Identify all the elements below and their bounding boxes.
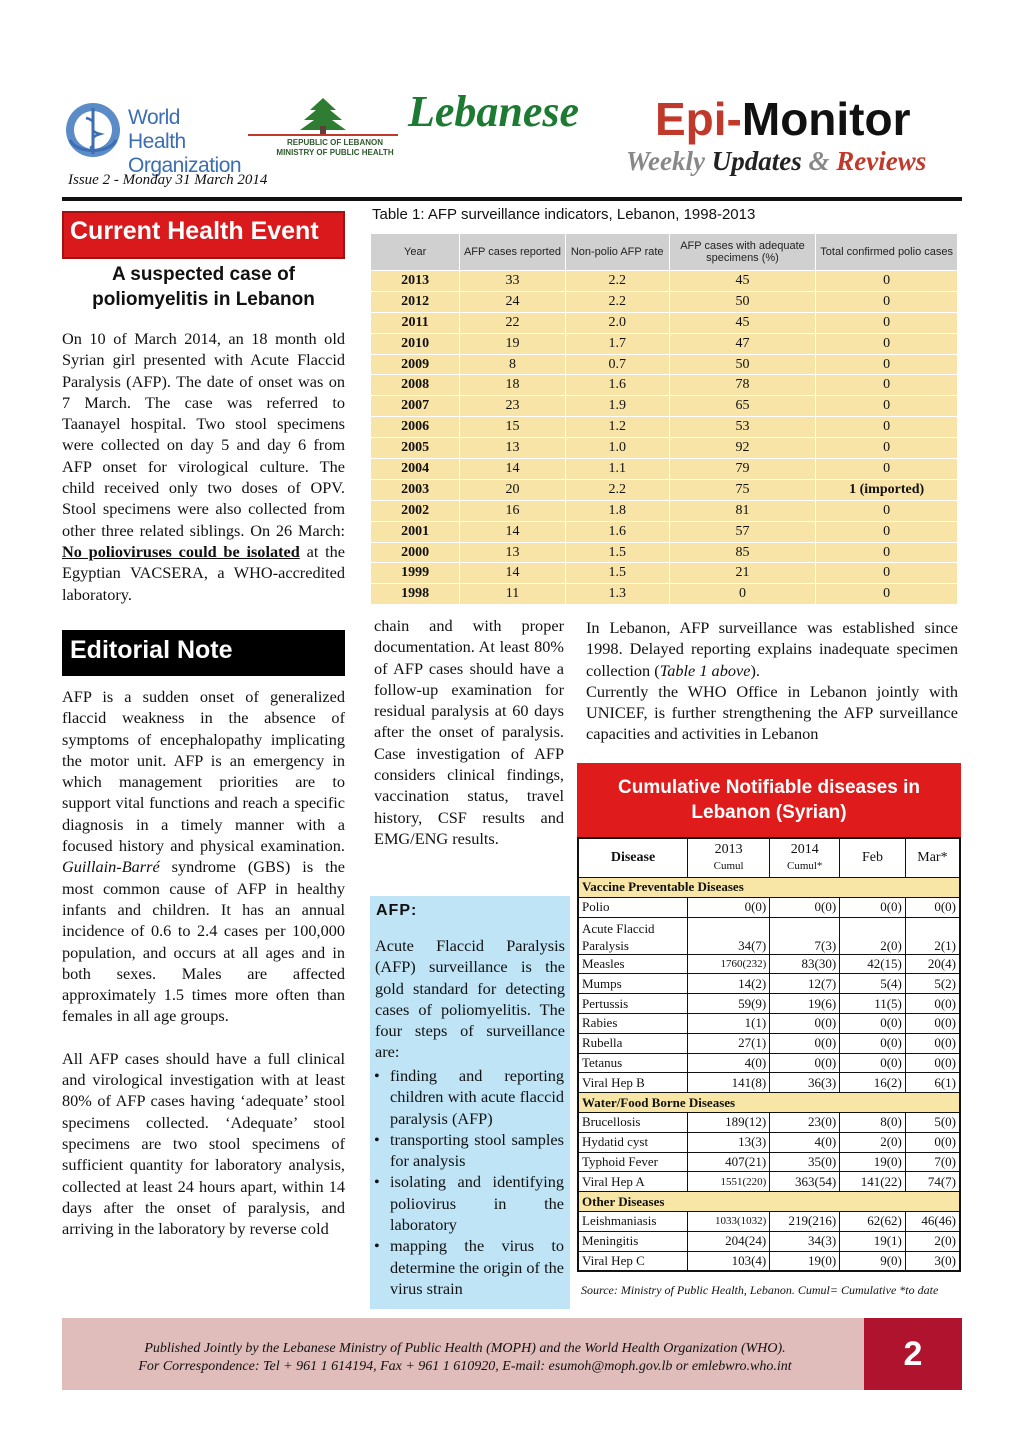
count-cell: 13(3) (688, 1132, 770, 1152)
year-cell: 2001 (371, 521, 460, 542)
count-cell: 19(1) (840, 1231, 906, 1251)
category-label: Other Diseases (578, 1192, 960, 1212)
count-cell: 0(0) (840, 1053, 906, 1073)
category-row (578, 878, 960, 898)
notifiable-diseases-title: Cumulative Notifiable diseases in Lebanon (Syrian) (577, 763, 961, 837)
table2-source: Source: Ministry of Public Health, Lebanon. Cumul= Cumulative *to date (581, 1283, 939, 1297)
count-cell: 2(0) (840, 1132, 906, 1152)
table-row (578, 1152, 960, 1172)
footer-line-1: Published Jointly by the Lebanese Ministry of Public Health (MOPH) and the World Health Organization (WHO). (144, 1341, 786, 1356)
table-row (578, 1033, 960, 1053)
subtitle-reviews: Reviews (836, 146, 927, 176)
who-logo (62, 96, 242, 177)
count-cell: 0(0) (905, 1132, 960, 1152)
count-cell: 5(0) (905, 1112, 960, 1132)
count-cell: 0(0) (840, 897, 906, 917)
value-cell: 0 (816, 375, 958, 396)
value-cell: 0 (816, 542, 958, 563)
count-cell: 5(4) (840, 974, 906, 994)
title-epi-monitor (655, 92, 911, 146)
footer-line-2: For Correspondence: Tel + 961 1 614194, Fax + 961 1 610920, E-mail: esumoh@moph.gov.lb or emlebwro.who.int (138, 1359, 792, 1374)
value-cell: 0 (816, 312, 958, 333)
headline-line-2: poliomyelitis in Lebanon (92, 289, 315, 310)
year-cell: 2000 (371, 542, 460, 563)
afp-steps-list (374, 1065, 564, 1299)
value-cell: 1.5 (565, 563, 669, 584)
count-cell: 0(0) (840, 1033, 906, 1053)
table-row (578, 994, 960, 1014)
table1-header-cell: Total confirmed polio cases (816, 234, 958, 271)
notifiable-diseases-table (577, 837, 961, 1272)
header-2014 (770, 838, 840, 878)
footer-text (70, 1340, 860, 1376)
subtitle-amp: & (808, 146, 830, 176)
year-cell: 2012 (371, 291, 460, 312)
value-cell: 8 (460, 354, 565, 375)
value-cell: 2.2 (565, 291, 669, 312)
count-cell: 62(62) (840, 1211, 906, 1231)
afp-step: • transporting stool samples for analysis (374, 1129, 564, 1172)
value-cell: 1.0 (565, 438, 669, 459)
ministry-logo-text: REPUBLIC OF LEBANON MINISTRY OF PUBLIC HEALTH (276, 138, 394, 157)
table-row (371, 479, 958, 500)
count-cell: 204(24) (688, 1231, 770, 1251)
year-cell: 1999 (371, 563, 460, 584)
value-cell: 0 (816, 291, 958, 312)
count-cell: 0(0) (770, 1013, 840, 1033)
count-cell: 0(0) (770, 1053, 840, 1073)
year-cell: 2003 (371, 479, 460, 500)
value-cell: 78 (669, 375, 816, 396)
afp-indicators-table (370, 233, 958, 605)
table1-header-cell: Non-polio AFP rate (565, 234, 669, 271)
value-cell: 14 (460, 459, 565, 480)
value-cell: 15 (460, 417, 565, 438)
value-cell: 21 (669, 563, 816, 584)
value-cell: 24 (460, 291, 565, 312)
afp-box-intro: Acute Flaccid Paralysis (AFP) surveillance is the gold standard for detecting cases of poliomyelitis. The four steps of surveillance are: (375, 936, 565, 1062)
year-cell: 2006 (371, 417, 460, 438)
value-cell: 14 (460, 563, 565, 584)
value-cell: 85 (669, 542, 816, 563)
count-cell: 1551(220) (688, 1172, 770, 1192)
right-paragraph-1 (586, 617, 958, 681)
title-lebanese: Lebanese (408, 87, 580, 136)
value-cell: 75 (669, 479, 816, 500)
value-cell: 0 (816, 396, 958, 417)
table1-header-cell: Year (371, 234, 460, 271)
table1-header-row (371, 234, 958, 271)
value-cell: 1.8 (565, 500, 669, 521)
case-text-after: at the Egyptian VACSERA, a WHO-accredited laboratory. (62, 541, 345, 604)
value-cell: 92 (669, 438, 816, 459)
value-cell: 13 (460, 542, 565, 563)
subtitle-weekly: Weekly (626, 146, 705, 176)
count-cell: 19(0) (770, 1251, 840, 1271)
editorial-note-title: Editorial Note (62, 630, 345, 676)
afp-step: • mapping the virus to determine the origin of the virus strain (374, 1235, 564, 1299)
value-cell: 0 (816, 438, 958, 459)
value-cell: 20 (460, 479, 565, 500)
current-event-title: Current Health Event (62, 211, 345, 259)
count-cell: 0(0) (905, 897, 960, 917)
editorial-paragraph-2: All AFP cases should have a full clinical and virological investigation with at least 80% of AFP cases having ‘adequate’ stool specimens collected. ‘Adequate’ stool specimens are two stool specimens of sufficient quantity for laboratory analysis, collected at least 24 hours apart, within 14 days after the onset of paralysis, and arriving in the laboratory by reverse cold (62, 1048, 345, 1239)
subtitle (626, 146, 926, 177)
count-cell: 34(7) (688, 917, 770, 954)
count-cell: 8(0) (840, 1112, 906, 1132)
value-cell: 45 (669, 271, 816, 292)
count-cell: 34(3) (770, 1231, 840, 1251)
value-cell: 65 (669, 396, 816, 417)
disease-name-cell: Rabies (578, 1013, 688, 1033)
table-row (371, 271, 958, 292)
value-cell: 19 (460, 333, 565, 354)
count-cell: 141(22) (840, 1172, 906, 1192)
count-cell: 189(12) (688, 1112, 770, 1132)
table-row (578, 974, 960, 994)
count-cell: 9(0) (840, 1251, 906, 1271)
value-cell: 0 (669, 584, 816, 605)
value-cell: 2.2 (565, 479, 669, 500)
value-cell: 1 (imported) (816, 479, 958, 500)
issue-line: Issue 2 - Monday 31 March 2014 (68, 172, 268, 188)
value-cell: 11 (460, 584, 565, 605)
count-cell: 7(0) (905, 1152, 960, 1172)
table-row (371, 500, 958, 521)
disease-name-cell: Typhoid Fever (578, 1152, 688, 1172)
count-cell: 83(30) (770, 954, 840, 974)
value-cell: 0 (816, 563, 958, 584)
year-cell: 1998 (371, 584, 460, 605)
value-cell: 1.6 (565, 521, 669, 542)
header-feb: Feb (840, 838, 906, 878)
header-divider (62, 197, 962, 201)
ministry-logo (248, 96, 398, 160)
subtitle-updates: Updates (711, 146, 802, 176)
count-cell: 141(8) (688, 1073, 770, 1093)
count-cell: 0(0) (770, 897, 840, 917)
table-row (578, 1013, 960, 1033)
table-row (371, 584, 958, 605)
afp-step: • isolating and identifying poliovirus in the laboratory (374, 1171, 564, 1235)
value-cell: 13 (460, 438, 565, 459)
count-cell: 3(0) (905, 1251, 960, 1271)
header-2013-year: 2013 (714, 842, 743, 857)
count-cell: 2(1) (905, 917, 960, 954)
right-p1-end: ). (750, 660, 760, 680)
table1-header-cell: AFP cases reported (460, 234, 565, 271)
value-cell: 18 (460, 375, 565, 396)
count-cell: 0(0) (905, 1013, 960, 1033)
category-row (578, 1192, 960, 1212)
table2-header-row (578, 838, 960, 878)
count-cell: 0(0) (688, 897, 770, 917)
header-2014-year: 2014 (790, 842, 819, 857)
table-row (371, 291, 958, 312)
afp-box-title: AFP: (376, 902, 418, 919)
table-row (371, 459, 958, 480)
count-cell: 46(46) (905, 1211, 960, 1231)
value-cell: 1.7 (565, 333, 669, 354)
headline-line-1: A suspected case of (111, 264, 296, 285)
year-cell: 2011 (371, 312, 460, 333)
year-cell: 2002 (371, 500, 460, 521)
who-logo-text: World Health Organization (128, 106, 242, 177)
case-description (62, 328, 345, 605)
category-label: Water/Food Borne Diseases (578, 1093, 960, 1113)
count-cell: 36(3) (770, 1073, 840, 1093)
value-cell: 50 (669, 354, 816, 375)
value-cell: 0 (816, 584, 958, 605)
cedar-icon (248, 96, 398, 136)
table-row (371, 333, 958, 354)
who-emblem-icon (62, 96, 124, 164)
count-cell: 4(0) (770, 1132, 840, 1152)
table-row (578, 1251, 960, 1271)
count-cell: 19(6) (770, 994, 840, 1014)
count-cell: 0(0) (905, 994, 960, 1014)
table-row (578, 1172, 960, 1192)
page-number: 2 (864, 1318, 962, 1390)
count-cell: 0(0) (840, 1013, 906, 1033)
value-cell: 14 (460, 521, 565, 542)
year-cell: 2005 (371, 438, 460, 459)
current-event-headline (62, 262, 345, 312)
count-cell: 16(2) (840, 1073, 906, 1093)
right-paragraph-2: Currently the WHO Office in Lebanon jointly with UNICEF, is further strengthening the AFP surveillance capacities and activities in Lebanon (586, 681, 958, 744)
count-cell: 4(0) (688, 1053, 770, 1073)
table-row (371, 375, 958, 396)
year-cell: 2007 (371, 396, 460, 417)
right-p1-italic: Table 1 above (659, 660, 751, 680)
count-cell: 42(15) (840, 954, 906, 974)
disease-name-cell: Rubella (578, 1033, 688, 1053)
value-cell: 47 (669, 333, 816, 354)
table-row (371, 542, 958, 563)
middle-text: chain and with proper documentation. At least 80% of AFP cases should have a follow-up examination for residual paralysis at 60 days after the onset of paralysis. Case investigation of AFP considers clinical findings, vaccination status, travel history, CSF results and EMG/ENG results. (374, 616, 564, 848)
table-row (371, 563, 958, 584)
value-cell: 50 (669, 291, 816, 312)
value-cell: 1.5 (565, 542, 669, 563)
table-row (578, 1132, 960, 1152)
value-cell: 1.1 (565, 459, 669, 480)
disease-name-cell: Viral Hep C (578, 1251, 688, 1271)
year-cell: 2009 (371, 354, 460, 375)
value-cell: 1.9 (565, 396, 669, 417)
title-monitor-part: Monitor (741, 93, 911, 145)
value-cell: 0 (816, 271, 958, 292)
table-row (371, 438, 958, 459)
count-cell: 27(1) (688, 1033, 770, 1053)
table-row (578, 1073, 960, 1093)
category-row (578, 1093, 960, 1113)
table-row (578, 1112, 960, 1132)
header-2013-cumul: Cumul (713, 860, 744, 872)
value-cell: 0 (816, 459, 958, 480)
count-cell: 1(1) (688, 1013, 770, 1033)
value-cell: 2.2 (565, 271, 669, 292)
table-row (578, 954, 960, 974)
count-cell: 20(4) (905, 954, 960, 974)
value-cell: 0 (816, 500, 958, 521)
value-cell: 1.3 (565, 584, 669, 605)
value-cell: 0 (816, 354, 958, 375)
ed-p1-start: AFP is a sudden onset of generalized flaccid weakness in the absence of symptoms of encephalopathy implicating the motor unit. AFP is an emergency in which management priorities are to support vital functions and reach a specific diagnosis in a timely manner with a focused history and physical examination. (62, 687, 345, 856)
count-cell: 12(7) (770, 974, 840, 994)
count-cell: 5(2) (905, 974, 960, 994)
value-cell: 1.6 (565, 375, 669, 396)
category-label: Vaccine Preventable Diseases (578, 878, 960, 898)
table-row (371, 396, 958, 417)
table1-caption: Table 1: AFP surveillance indicators, Lebanon, 1998-2013 (372, 206, 756, 223)
table-row (578, 1053, 960, 1073)
editorial-text (62, 686, 345, 1260)
disease-name-cell: Viral Hep A (578, 1172, 688, 1192)
disease-name-cell: Brucellosis (578, 1112, 688, 1132)
value-cell: 33 (460, 271, 565, 292)
table-row (371, 354, 958, 375)
table-row (371, 312, 958, 333)
count-cell: 1760(232) (688, 954, 770, 974)
count-cell: 7(3) (770, 917, 840, 954)
disease-name-cell: Pertussis (578, 994, 688, 1014)
disease-name-cell: Viral Hep B (578, 1073, 688, 1093)
editorial-paragraph-1 (62, 686, 345, 1027)
case-text-before: On 10 of March 2014, an 18 month old Syrian girl presented with Acute Flaccid Paralysis (AFP). The date of onset was on 7 March. The case was referred to Taanayel hospital. Two stool specimens were collected on day 5 and day 6 from AFP onset for virological culture. The child received only two doses of OPV. Stool specimens were also collected from other three related siblings. On 26 March: (62, 329, 345, 540)
table1-header-cell: AFP cases with adequate specimens (%) (669, 234, 816, 271)
count-cell: 11(5) (840, 994, 906, 1014)
count-cell: 1033(1032) (688, 1211, 770, 1231)
count-cell: 59(9) (688, 994, 770, 1014)
value-cell: 53 (669, 417, 816, 438)
table-row (578, 1231, 960, 1251)
title-epi-part: Epi- (655, 93, 742, 145)
count-cell: 23(0) (770, 1112, 840, 1132)
year-cell: 2013 (371, 271, 460, 292)
year-cell: 2008 (371, 375, 460, 396)
value-cell: 0 (816, 333, 958, 354)
disease-name-cell: Tetanus (578, 1053, 688, 1073)
right-p1-start: In Lebanon, AFP surveillance was established since 1998. Delayed reporting explains inadequate specimen collection ( (586, 618, 958, 680)
count-cell: 0(0) (905, 1053, 960, 1073)
case-text-emphasis: No polioviruses could be isolated (62, 541, 300, 561)
header-disease: Disease (578, 838, 688, 878)
table-row (578, 897, 960, 917)
header-mar: Mar* (905, 838, 960, 878)
value-cell: 79 (669, 459, 816, 480)
count-cell: 219(216) (770, 1211, 840, 1231)
count-cell: 0(0) (905, 1033, 960, 1053)
disease-name-cell: Mumps (578, 974, 688, 994)
count-cell: 35(0) (770, 1152, 840, 1172)
ed-p1-italic: Guillain-Barré (62, 857, 160, 877)
ed-p1-end: syndrome (GBS) is the most common cause of AFP in healthy infants and children. It has an annual incidence of 0.6 to 2.4 cases per 100,000 population, and occurs at all ages and in both sexes. Males are affected approximately 1.5 times more often than females in all age groups. (62, 857, 346, 1026)
table-row (371, 521, 958, 542)
count-cell: 19(0) (840, 1152, 906, 1172)
disease-name-cell: Hydatid cyst (578, 1132, 688, 1152)
count-cell: 0(0) (770, 1033, 840, 1053)
year-cell: 2004 (371, 459, 460, 480)
disease-name-cell: Leishmaniasis (578, 1211, 688, 1231)
count-cell: 14(2) (688, 974, 770, 994)
disease-name-cell: Meningitis (578, 1231, 688, 1251)
table-row (578, 1211, 960, 1231)
disease-name-cell: Measles (578, 954, 688, 974)
value-cell: 81 (669, 500, 816, 521)
value-cell: 57 (669, 521, 816, 542)
count-cell: 407(21) (688, 1152, 770, 1172)
header-2013 (688, 838, 770, 878)
value-cell: 2.0 (565, 312, 669, 333)
value-cell: 0 (816, 417, 958, 438)
value-cell: 23 (460, 396, 565, 417)
disease-name-cell: Polio (578, 897, 688, 917)
table-row (371, 417, 958, 438)
value-cell: 0 (816, 521, 958, 542)
value-cell: 16 (460, 500, 565, 521)
count-cell: 2(0) (840, 917, 906, 954)
value-cell: 0.7 (565, 354, 669, 375)
header-2014-cumul: Cumul* (786, 860, 823, 872)
count-cell: 103(4) (688, 1251, 770, 1271)
count-cell: 2(0) (905, 1231, 960, 1251)
count-cell: 6(1) (905, 1073, 960, 1093)
right-text (586, 617, 958, 745)
count-cell: 74(7) (905, 1172, 960, 1192)
value-cell: 22 (460, 312, 565, 333)
table-row (578, 917, 960, 954)
value-cell: 45 (669, 312, 816, 333)
disease-name-cell: Acute Flaccid Paralysis (578, 917, 688, 954)
value-cell: 1.2 (565, 417, 669, 438)
afp-step: • finding and reporting children with acute flaccid paralysis (AFP) (374, 1065, 564, 1129)
year-cell: 2010 (371, 333, 460, 354)
count-cell: 363(54) (770, 1172, 840, 1192)
